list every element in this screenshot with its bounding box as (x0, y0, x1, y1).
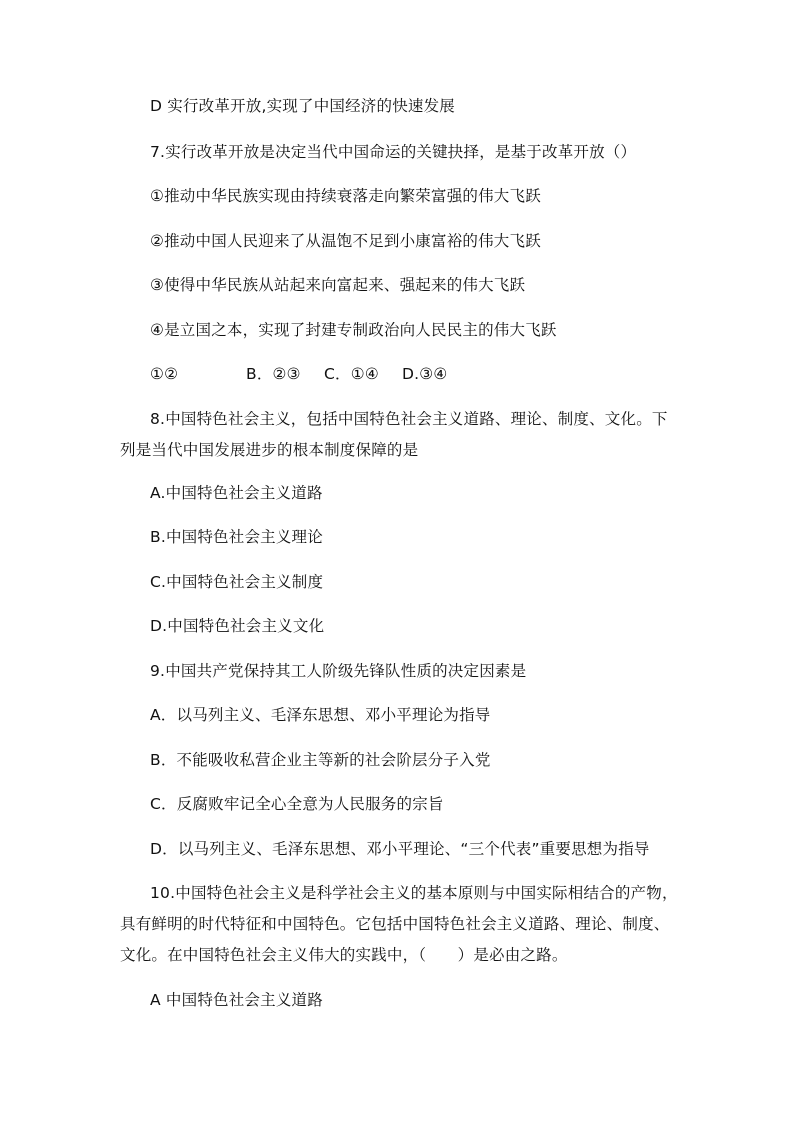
question-8-line-1: 8.中国特色社会主义，包括中国特色社会主义道路、理论、制度、文化。下 (150, 410, 668, 428)
question-9-option-c: C．反腐败牢记全心全意为人民服务的宗旨 (150, 795, 444, 813)
question-8-line-2: 列是当代中国发展进步的根本制度保障的是 (120, 441, 419, 459)
question-10-line-2: 具有鲜明的时代特征和中国特色。它包括中国特色社会主义道路、理论、制度、 (120, 915, 670, 933)
question-9-option-d: D．以马列主义、毛泽东思想、邓小平理论、“三个代表”重要思想为指导 (150, 840, 650, 858)
question-7-options (150, 364, 447, 384)
statement-1: ①推动中华民族实现由持续衰落走向繁荣富强的伟大飞跃 (150, 187, 541, 205)
option-d-line: D 实行改革开放,实现了中国经济的快速发展 (150, 97, 455, 115)
question-10-line-1: 10.中国特色社会主义是科学社会主义的基本原则与中国实际相结合的产物， (150, 884, 678, 902)
question-9-option-b: B．不能吸收私营企业主等新的社会阶层分子入党 (150, 751, 491, 769)
option-b: B．②③ (246, 365, 301, 383)
question-7: 7.实行改革开放是决定当代中国命运的关键抉择，是基于改革开放（） (150, 143, 637, 161)
question-8-option-c: C.中国特色社会主义制度 (150, 573, 324, 591)
question-8-option-a: A.中国特色社会主义道路 (150, 484, 323, 502)
statement-2: ②推动中国人民迎来了从温饱不足到小康富裕的伟大飞跃 (150, 232, 541, 250)
option-c: C．①④ (324, 365, 379, 383)
question-9-option-a: A．以马列主义、毛泽东思想、邓小平理论为指导 (150, 706, 491, 724)
statement-3: ③使得中华民族从站起来向富起来、强起来的伟大飞跃 (150, 276, 526, 294)
option-a: ①② (150, 365, 179, 383)
option-d: D.③④ (402, 365, 448, 383)
question-9: 9.中国共产党保持其工人阶级先锋队性质的决定因素是 (150, 662, 527, 680)
question-10-line-3: 文化。在中国特色社会主义伟大的实践中，（ ）是必由之路。 (120, 946, 568, 964)
statement-4: ④是立国之本，实现了封建专制政治向人民民主的伟大飞跃 (150, 321, 557, 339)
question-8-option-d: D.中国特色社会主义文化 (150, 617, 325, 635)
question-10-option-a: A 中国特色社会主义道路 (150, 991, 323, 1009)
question-8-option-b: B.中国特色社会主义理论 (150, 528, 323, 546)
